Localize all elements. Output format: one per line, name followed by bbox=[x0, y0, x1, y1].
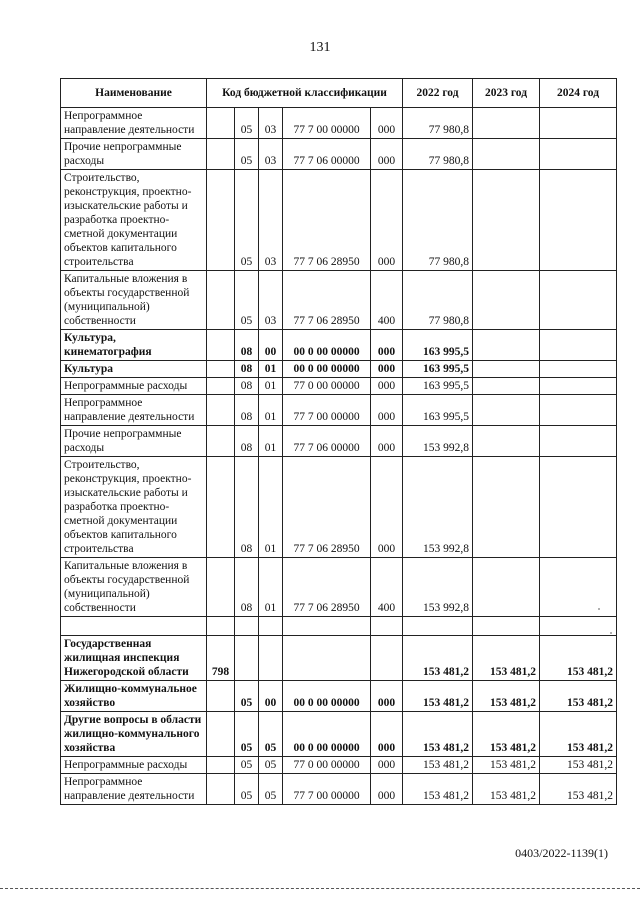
cell-target-article: 00 0 00 00000 bbox=[283, 712, 371, 757]
cell-2022: 163 995,5 bbox=[403, 361, 473, 378]
cell-subsection: 01 bbox=[259, 457, 283, 558]
cell-target-article: 00 0 00 00000 bbox=[283, 361, 371, 378]
cell-2024 bbox=[540, 457, 617, 558]
table-body bbox=[61, 108, 617, 805]
cell-2024 bbox=[540, 271, 617, 330]
cell-2023 bbox=[473, 170, 540, 271]
cell-section: 05 bbox=[235, 681, 259, 712]
cell-target-article: 77 7 00 00000 bbox=[283, 395, 371, 426]
cell-section: 08 bbox=[235, 330, 259, 361]
cell-expense-type: 000 bbox=[371, 170, 403, 271]
table-row bbox=[61, 395, 617, 426]
cell-name bbox=[61, 617, 207, 636]
cell-2024 bbox=[540, 108, 617, 139]
cell-subsection: 05 bbox=[259, 774, 283, 805]
table-row bbox=[61, 378, 617, 395]
cell-2022: 153 481,2 bbox=[403, 681, 473, 712]
cell-2022: 77 980,8 bbox=[403, 108, 473, 139]
cell-expense-type bbox=[371, 617, 403, 636]
cell-section: 08 bbox=[235, 558, 259, 617]
cell-section bbox=[235, 617, 259, 636]
cell-2023: 153 481,2 bbox=[473, 757, 540, 774]
table-row bbox=[61, 139, 617, 170]
cell-section: 08 bbox=[235, 457, 259, 558]
table-row bbox=[61, 636, 617, 681]
cell-grbs: 798 bbox=[207, 636, 235, 681]
header-name: Наименование bbox=[61, 79, 207, 108]
cell-section: 05 bbox=[235, 712, 259, 757]
cell-name: Культура, кинематография bbox=[61, 330, 207, 361]
cell-2022: 153 481,2 bbox=[403, 757, 473, 774]
cell-name: Капитальные вложения в объекты государственной (муниципальной) собственности bbox=[61, 271, 207, 330]
cell-target-article: 77 7 06 28950 bbox=[283, 271, 371, 330]
cell-subsection bbox=[259, 617, 283, 636]
cell-2023 bbox=[473, 378, 540, 395]
cell-expense-type: 000 bbox=[371, 681, 403, 712]
cell-grbs bbox=[207, 271, 235, 330]
cell-2023 bbox=[473, 139, 540, 170]
cell-2024 bbox=[540, 426, 617, 457]
table-row bbox=[61, 170, 617, 271]
cell-2024: 153 481,2 bbox=[540, 636, 617, 681]
cell-2023 bbox=[473, 330, 540, 361]
cell-2024 bbox=[540, 395, 617, 426]
cell-name: Прочие непрограммные расходы bbox=[61, 139, 207, 170]
cell-grbs bbox=[207, 170, 235, 271]
header-2024: 2024 год bbox=[540, 79, 617, 108]
table-header-row bbox=[61, 79, 617, 108]
cell-target-article: 77 7 06 28950 bbox=[283, 457, 371, 558]
cell-section: 05 bbox=[235, 108, 259, 139]
cell-2022: 153 992,8 bbox=[403, 457, 473, 558]
cell-name: Непрограммное направление деятельности bbox=[61, 395, 207, 426]
page-number: 131 bbox=[309, 40, 331, 55]
cell-target-article: 77 0 00 00000 bbox=[283, 378, 371, 395]
cell-2023 bbox=[473, 426, 540, 457]
cell-2024: 153 481,2 bbox=[540, 681, 617, 712]
cell-grbs bbox=[207, 558, 235, 617]
table-row bbox=[61, 712, 617, 757]
cell-subsection: 01 bbox=[259, 426, 283, 457]
cell-2023: 153 481,2 bbox=[473, 636, 540, 681]
cell-2022: 153 992,8 bbox=[403, 426, 473, 457]
cell-target-article: 77 7 06 28950 bbox=[283, 558, 371, 617]
cell-subsection: 00 bbox=[259, 681, 283, 712]
budget-table bbox=[60, 78, 617, 805]
table-row bbox=[61, 271, 617, 330]
cell-grbs bbox=[207, 681, 235, 712]
cell-target-article: 77 7 00 00000 bbox=[283, 108, 371, 139]
cell-2024: 153 481,2 bbox=[540, 712, 617, 757]
cell-name: Строительство, реконструкция, проектно-изыскательские работы и разработка проектно-сметной документации объектов капитального строительства bbox=[61, 170, 207, 271]
cell-target-article: 00 0 00 00000 bbox=[283, 330, 371, 361]
cell-grbs bbox=[207, 361, 235, 378]
cell-name: Жилищно-коммунальное хозяйство bbox=[61, 681, 207, 712]
scan-mark bbox=[610, 632, 612, 634]
cell-2023 bbox=[473, 457, 540, 558]
cell-2022: 77 980,8 bbox=[403, 170, 473, 271]
cell-2022 bbox=[403, 617, 473, 636]
cell-grbs bbox=[207, 712, 235, 757]
cell-target-article: 00 0 00 00000 bbox=[283, 681, 371, 712]
table-row bbox=[61, 617, 617, 636]
cell-subsection: 03 bbox=[259, 139, 283, 170]
cell-2022: 153 481,2 bbox=[403, 636, 473, 681]
cell-target-article bbox=[283, 636, 371, 681]
cell-target-article: 77 7 06 28950 bbox=[283, 170, 371, 271]
cell-grbs bbox=[207, 426, 235, 457]
cell-subsection bbox=[259, 636, 283, 681]
cell-expense-type: 000 bbox=[371, 426, 403, 457]
cell-section bbox=[235, 636, 259, 681]
cell-name: Другие вопросы в области жилищно-коммунального хозяйства bbox=[61, 712, 207, 757]
cell-expense-type bbox=[371, 636, 403, 681]
cell-expense-type: 000 bbox=[371, 457, 403, 558]
cell-expense-type: 000 bbox=[371, 378, 403, 395]
table-row bbox=[61, 558, 617, 617]
cell-grbs bbox=[207, 395, 235, 426]
cell-2024 bbox=[540, 617, 617, 636]
footer-rule bbox=[0, 888, 640, 889]
cell-target-article: 77 0 00 00000 bbox=[283, 757, 371, 774]
cell-target-article: 77 7 06 00000 bbox=[283, 426, 371, 457]
cell-2023 bbox=[473, 395, 540, 426]
cell-expense-type: 400 bbox=[371, 271, 403, 330]
cell-section: 08 bbox=[235, 395, 259, 426]
document-code: 0403/2022-1139(1) bbox=[515, 846, 608, 860]
cell-2024 bbox=[540, 361, 617, 378]
header-2022: 2022 год bbox=[403, 79, 473, 108]
cell-2022: 77 980,8 bbox=[403, 139, 473, 170]
cell-2024 bbox=[540, 378, 617, 395]
cell-subsection: 00 bbox=[259, 330, 283, 361]
cell-2023 bbox=[473, 108, 540, 139]
cell-2023: 153 481,2 bbox=[473, 712, 540, 757]
cell-2023 bbox=[473, 271, 540, 330]
cell-grbs bbox=[207, 108, 235, 139]
cell-name: Культура bbox=[61, 361, 207, 378]
cell-name: Строительство, реконструкция, проектно-изыскательские работы и разработка проектно-сметной документации объектов капитального строительства bbox=[61, 457, 207, 558]
cell-grbs bbox=[207, 757, 235, 774]
cell-2022: 77 980,8 bbox=[403, 271, 473, 330]
table-row bbox=[61, 457, 617, 558]
cell-expense-type: 000 bbox=[371, 330, 403, 361]
cell-expense-type: 000 bbox=[371, 108, 403, 139]
cell-subsection: 03 bbox=[259, 108, 283, 139]
cell-section: 05 bbox=[235, 757, 259, 774]
cell-2024 bbox=[540, 558, 617, 617]
cell-target-article: 77 7 06 00000 bbox=[283, 139, 371, 170]
cell-grbs bbox=[207, 457, 235, 558]
cell-expense-type: 000 bbox=[371, 774, 403, 805]
scan-mark bbox=[598, 608, 600, 610]
header-2023: 2023 год bbox=[473, 79, 540, 108]
cell-target-article: 77 7 00 00000 bbox=[283, 774, 371, 805]
cell-section: 05 bbox=[235, 170, 259, 271]
cell-subsection: 03 bbox=[259, 271, 283, 330]
cell-2023 bbox=[473, 617, 540, 636]
cell-subsection: 03 bbox=[259, 170, 283, 271]
cell-2024: 153 481,2 bbox=[540, 774, 617, 805]
cell-expense-type: 000 bbox=[371, 757, 403, 774]
cell-2024: 153 481,2 bbox=[540, 757, 617, 774]
header-code: Код бюджетной классификации bbox=[207, 79, 403, 108]
cell-section: 05 bbox=[235, 774, 259, 805]
cell-expense-type: 000 bbox=[371, 139, 403, 170]
cell-2024 bbox=[540, 170, 617, 271]
cell-2022: 153 992,8 bbox=[403, 558, 473, 617]
cell-name: Непрограммные расходы bbox=[61, 378, 207, 395]
cell-2022: 153 481,2 bbox=[403, 774, 473, 805]
cell-section: 08 bbox=[235, 378, 259, 395]
cell-expense-type: 000 bbox=[371, 712, 403, 757]
cell-section: 08 bbox=[235, 361, 259, 378]
cell-2022: 163 995,5 bbox=[403, 330, 473, 361]
cell-2022: 153 481,2 bbox=[403, 712, 473, 757]
table-row bbox=[61, 330, 617, 361]
cell-subsection: 05 bbox=[259, 712, 283, 757]
cell-subsection: 01 bbox=[259, 361, 283, 378]
cell-name: Капитальные вложения в объекты государственной (муниципальной) собственности bbox=[61, 558, 207, 617]
table-row bbox=[61, 774, 617, 805]
cell-2023 bbox=[473, 361, 540, 378]
cell-name: Непрограммное направление деятельности bbox=[61, 108, 207, 139]
cell-grbs bbox=[207, 617, 235, 636]
cell-2023 bbox=[473, 558, 540, 617]
cell-expense-type: 000 bbox=[371, 361, 403, 378]
cell-grbs bbox=[207, 330, 235, 361]
table-row bbox=[61, 426, 617, 457]
cell-name: Государственная жилищная инспекция Нижегородской области bbox=[61, 636, 207, 681]
cell-section: 05 bbox=[235, 139, 259, 170]
cell-2023: 153 481,2 bbox=[473, 774, 540, 805]
cell-name: Непрограммное направление деятельности bbox=[61, 774, 207, 805]
cell-grbs bbox=[207, 774, 235, 805]
table-row bbox=[61, 108, 617, 139]
cell-grbs bbox=[207, 139, 235, 170]
cell-target-article bbox=[283, 617, 371, 636]
cell-subsection: 05 bbox=[259, 757, 283, 774]
table-row bbox=[61, 681, 617, 712]
cell-expense-type: 000 bbox=[371, 395, 403, 426]
cell-name: Прочие непрограммные расходы bbox=[61, 426, 207, 457]
cell-2022: 163 995,5 bbox=[403, 378, 473, 395]
cell-2023: 153 481,2 bbox=[473, 681, 540, 712]
cell-section: 05 bbox=[235, 271, 259, 330]
cell-2024 bbox=[540, 139, 617, 170]
cell-name: Непрограммные расходы bbox=[61, 757, 207, 774]
table-row bbox=[61, 361, 617, 378]
cell-subsection: 01 bbox=[259, 395, 283, 426]
cell-2022: 163 995,5 bbox=[403, 395, 473, 426]
cell-subsection: 01 bbox=[259, 558, 283, 617]
table-row bbox=[61, 757, 617, 774]
cell-subsection: 01 bbox=[259, 378, 283, 395]
cell-2024 bbox=[540, 330, 617, 361]
cell-section: 08 bbox=[235, 426, 259, 457]
cell-grbs bbox=[207, 378, 235, 395]
cell-expense-type: 400 bbox=[371, 558, 403, 617]
